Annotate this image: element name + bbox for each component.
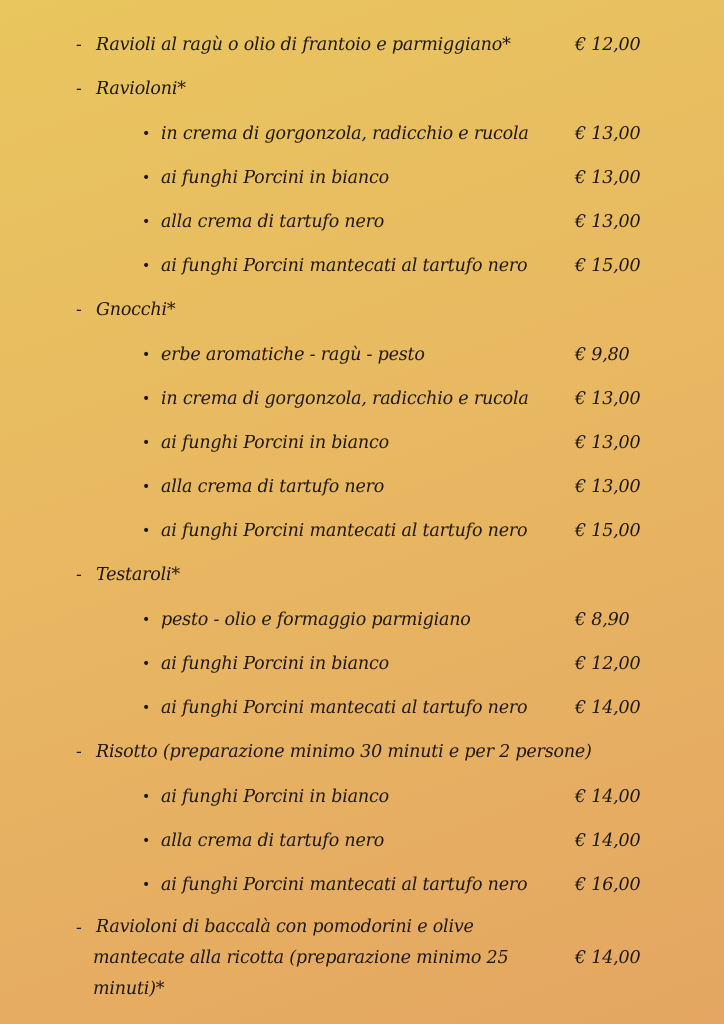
section-ravioloni [0,74,724,104]
list-item [0,516,724,546]
item-price: € 14,00 [575,698,641,718]
menu-item-ravioli [0,30,724,60]
list-item [0,649,724,679]
bullet-marker: • [142,214,151,230]
section-gnocchi [0,295,724,325]
bullet-marker: • [142,391,151,407]
item-price: € 15,00 [575,521,641,541]
item-price: € 15,00 [575,256,641,276]
item-price: € 13,00 [575,212,641,232]
dash-marker: - [76,565,82,584]
list-item [0,119,724,149]
list-item [0,384,724,414]
list-item [0,472,724,502]
list-item [0,428,724,458]
bullet-marker: • [142,170,151,186]
bullet-marker: • [142,126,151,142]
item-name: ai funghi Porcini in bianco [161,433,389,453]
item-price: € 8,90 [575,610,630,630]
item-name: pesto - olio e formaggio parmigiano [161,610,471,630]
item-name [93,912,533,1005]
item-price: € 14,00 [575,948,641,968]
menu-item-baccala [0,912,724,1012]
bullet-marker: • [142,833,151,849]
item-price: € 13,00 [575,124,641,144]
item-price: € 14,00 [575,831,641,851]
list-item [0,826,724,856]
section-testaroli [0,560,724,590]
dash-marker: - [76,79,82,98]
bullet-marker: • [142,479,151,495]
list-item [0,693,724,723]
item-name: Ravioli al ragù o olio di frantoio e parmiggiano* [96,35,511,55]
item-name: ai funghi Porcini in bianco [161,654,389,674]
item-name: ai funghi Porcini in bianco [161,168,389,188]
dash-marker: - [76,742,82,761]
dash-marker: - [76,300,82,319]
dash-marker: - [76,35,82,54]
list-item [0,870,724,900]
item-name: alla crema di tartufo nero [161,831,385,851]
section-title: Testaroli* [96,565,180,585]
bullet-marker: • [142,612,151,628]
bullet-marker: • [142,700,151,716]
item-price: € 13,00 [575,168,641,188]
list-item [0,251,724,281]
item-price: € 9,80 [575,345,630,365]
item-name: ai funghi Porcini mantecati al tartufo nero [161,256,528,276]
item-name: erbe aromatiche - ragù - pesto [161,345,425,365]
item-price: € 13,00 [575,477,641,497]
item-name: in crema di gorgonzola, radicchio e rucola [161,389,529,409]
item-name: ai funghi Porcini mantecati al tartufo nero [161,521,528,541]
list-item [0,605,724,635]
item-name-line: mantecate alla ricotta (preparazione minimo 25 [93,948,509,968]
item-price: € 12,00 [575,35,641,55]
list-item [0,782,724,812]
list-item [0,340,724,370]
item-name: in crema di gorgonzola, radicchio e rucola [161,124,529,144]
bullet-marker: • [142,789,151,805]
item-price: € 13,00 [575,433,641,453]
bullet-marker: • [142,656,151,672]
item-name: ai funghi Porcini in bianco [161,787,389,807]
bullet-marker: • [142,258,151,274]
item-name-line: Ravioloni di baccalà con pomodorini e olive [96,917,474,937]
section-title: Ravioloni* [96,79,186,99]
item-name: alla crema di tartufo nero [161,212,385,232]
item-price: € 12,00 [575,654,641,674]
item-name: alla crema di tartufo nero [161,477,385,497]
item-price: € 14,00 [575,787,641,807]
section-risotto [0,737,724,767]
item-price: € 13,00 [575,389,641,409]
bullet-marker: • [142,877,151,893]
item-name-line: minuti)* [93,979,165,999]
section-title: Risotto (preparazione minimo 30 minuti e per 2 persone) [96,742,592,762]
bullet-marker: • [142,523,151,539]
bullet-marker: • [142,347,151,363]
item-name: ai funghi Porcini mantecati al tartufo nero [161,698,528,718]
bullet-marker: • [142,435,151,451]
item-price: € 16,00 [575,875,641,895]
item-name: ai funghi Porcini mantecati al tartufo nero [161,875,528,895]
list-item [0,207,724,237]
section-title: Gnocchi* [96,300,176,320]
list-item [0,163,724,193]
dash-marker: - [76,918,82,937]
